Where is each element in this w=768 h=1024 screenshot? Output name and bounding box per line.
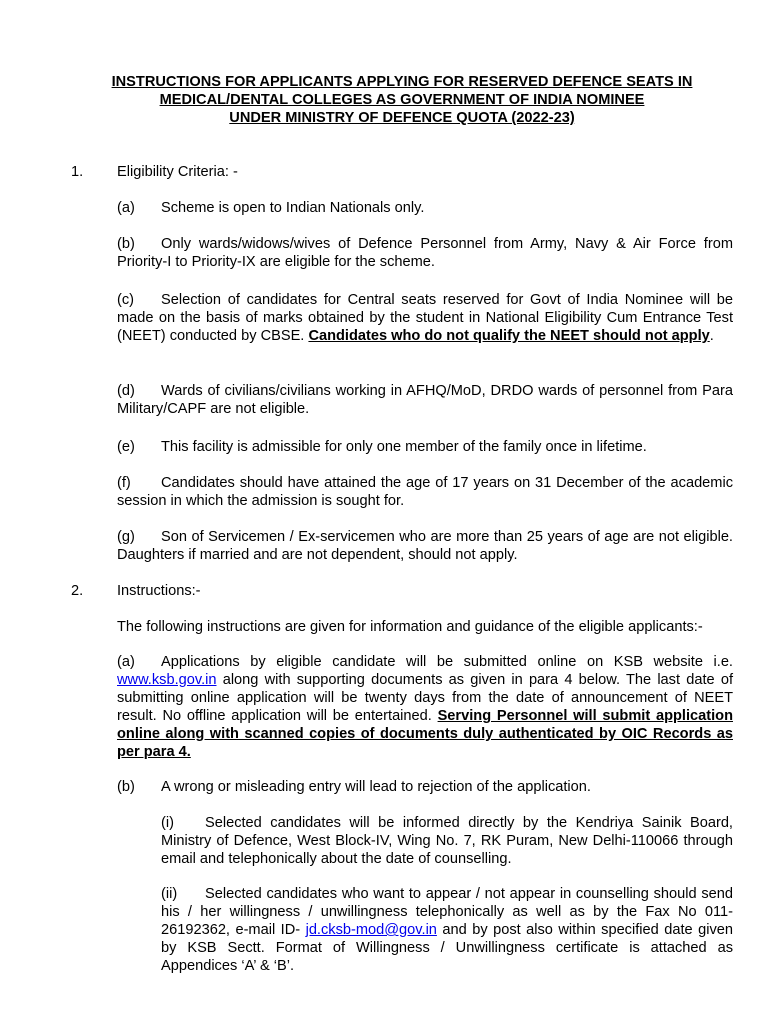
- document-title: [60, 73, 744, 127]
- item-label: (b): [117, 236, 135, 252]
- item-text: Applications by eligible candidate will be submitted online on KSB website i.e.: [161, 654, 733, 670]
- item-1e: [117, 438, 733, 456]
- item-1a: [117, 199, 733, 217]
- section-2-intro: The following instructions are given for information and guidance of the eligible applicants:-: [117, 619, 703, 635]
- item-text-continued: along with supporting documents as given in para 4 below. The last date of submitting online application will be twenty days from the date of announcement of NEET result. No offline application will be entertained.: [117, 672, 733, 724]
- item-2b-ii: [161, 885, 733, 975]
- item-label: (d): [117, 383, 135, 399]
- item-label: (f): [117, 475, 131, 491]
- section-2-number: 2.: [71, 583, 84, 599]
- item-2b-i: [161, 814, 733, 868]
- item-text: Son of Servicemen / Ex-servicemen who are more than 25 years of age are not eligible. Daughters if married and are not dependent, should not apply.: [117, 529, 733, 563]
- section-2-heading: Instructions:-: [117, 583, 201, 599]
- email-link[interactable]: jd.cksb-mod@gov.in: [305, 922, 437, 938]
- item-text: Wards of civilians/civilians working in AFHQ/MoD, DRDO wards of personnel from Para Military/CAPF are not eligible.: [117, 383, 733, 417]
- item-text: Scheme is open to Indian Nationals only.: [161, 200, 425, 216]
- item-label: (b): [117, 779, 135, 795]
- item-1f: [117, 474, 733, 510]
- serving-personnel-note: Serving Personnel will submit application online along with scanned copies of documents duly authenticated by OIC Records as per para 4.: [117, 708, 733, 760]
- item-text: Selection of candidates for Central seats reserved for Govt of India Nominee will be made on the basis of marks obtained by the student in National Eligibility Cum Entrance Test (NEET) conducted by CBSE.: [117, 292, 733, 344]
- item-text: Candidates should have attained the age of 17 years on 31 December of the academic session in which the admission is sought for.: [117, 475, 733, 509]
- item-label: (ii): [161, 886, 178, 902]
- item-1b: [117, 235, 733, 271]
- item-1d: [117, 382, 733, 418]
- item-2a: [117, 653, 733, 761]
- section-1-heading: Eligibility Criteria: -: [117, 164, 238, 180]
- item-label: (g): [117, 529, 135, 545]
- title-line-3: UNDER MINISTRY OF DEFENCE QUOTA (2022-23): [229, 110, 575, 126]
- item-1g: [117, 528, 733, 564]
- item-text: This facility is admissible for only one member of the family once in lifetime.: [161, 439, 647, 455]
- ksb-website-link[interactable]: www.ksb.gov.in: [117, 672, 217, 688]
- item-label: (a): [117, 654, 135, 670]
- item-label: (e): [117, 439, 135, 455]
- title-line-2: MEDICAL/DENTAL COLLEGES AS GOVERNMENT OF INDIA NOMINEE: [159, 92, 645, 108]
- item-text: Selected candidates who want to appear / not appear in counselling should send his / her willingness / unwillingness telephonically as well as by the Fax No 011-26192362, e-mail ID-: [161, 886, 733, 938]
- item-tail: .: [709, 328, 714, 344]
- item-label: (c): [117, 292, 135, 308]
- item-text: Selected candidates will be informed directly by the Kendriya Sainik Board, Ministry of Defence, West Block-IV, Wing No. 7, RK Puram, New Delhi-110066 through email and telephonically about the date of counselling.: [161, 815, 733, 867]
- item-2b: [117, 778, 733, 796]
- item-label: (a): [117, 200, 135, 216]
- section-1-number: 1.: [71, 164, 84, 180]
- item-text-continued: and by post also within specified date given by KSB Sectt. Format of Willingness / Unwillingness certificate is attached as Appendices ‘A’ & ‘B’.: [161, 922, 733, 974]
- title-line-1: INSTRUCTIONS FOR APPLICANTS APPLYING FOR RESERVED DEFENCE SEATS IN: [111, 74, 693, 90]
- neet-warning: Candidates who do not qualify the NEET should not apply: [308, 328, 710, 344]
- item-text: Only wards/widows/wives of Defence Personnel from Army, Navy & Air Force from Priority-I to Priority-IX are eligible for the scheme.: [117, 236, 733, 270]
- item-1c: [117, 291, 733, 345]
- item-label: (i): [161, 815, 174, 831]
- item-text: A wrong or misleading entry will lead to rejection of the application.: [161, 779, 591, 795]
